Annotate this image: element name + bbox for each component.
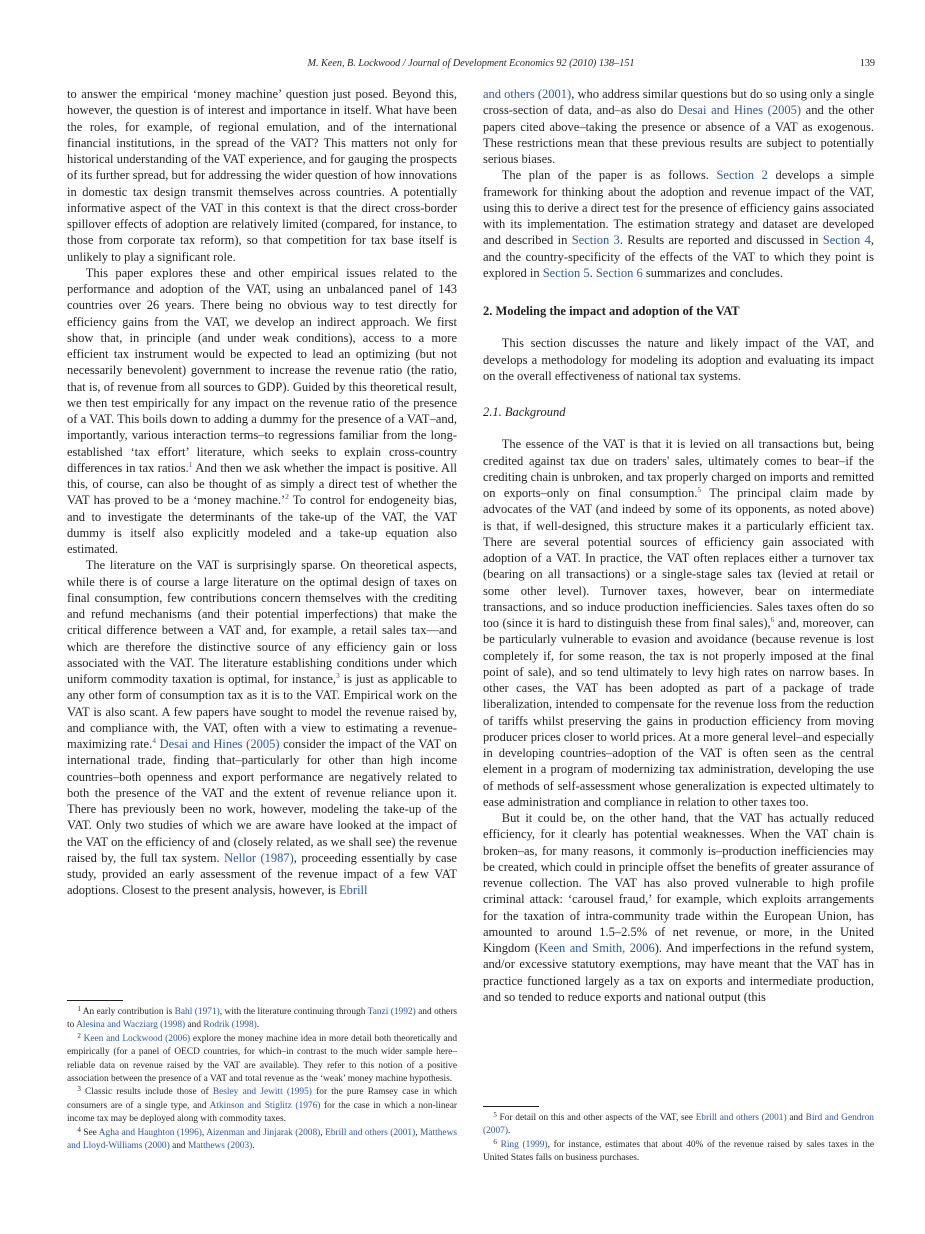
footnote-marker[interactable]: 4: [152, 736, 156, 745]
citation-link[interactable]: Ebrill: [339, 883, 368, 898]
running-header: [67, 58, 875, 72]
citation-link[interactable]: Bahl (1971): [174, 1007, 220, 1017]
citation-link[interactable]: Nellor (1987): [224, 850, 294, 865]
citation-link[interactable]: Aizenman and Jinjarak (2008): [206, 1127, 321, 1138]
citation-link[interactable]: Ebrill and others (2001): [695, 1113, 787, 1123]
paragraph: to answer the empirical ‘money machine’ question just posed. Beyond this, however, the question is of interest and importance in itself. What have been the roles, for example, of regional emulation, and of the international financial institutions, in the spread of the VAT? This matters not only for historical understanding of the VAT experience, and for gauging the prospects of its further spread, but for addressing the wider question of how innovations in domestic tax design transmit themselves across countries. A potentially informative aspect of the VAT in this context is that the direct cross-border spillover effects of adoption are relatively limited (compared, for instance, to those from corporate tax reform), so that competition for tax base itself is unlikely to play a significant role.: [67, 87, 457, 264]
footnotes-right: [483, 1106, 874, 1166]
paragraph: But it could be, on the other hand, that the VAT has actually reduced efficiency, for it clearly has potential weaknesses. When the VAT chain is broken–as, for many reasons, it commonly is–production inefficiencies may be created, which could in principle offset the benefits of greater assurance of revenue collection. The VAT has also proved vulnerable to high profile criminal attack: ‘carousel fraud,’ for example, which exploits arrangements for the taxation of intra-community trade within the European Union, has amounted to around 1.5–2.5% of net revenue, or more, in the United Kingdom (Keen and Smith, 2006). And imperfections in the refund system, and/or excessive statutory exemptions, may have meant that the VAT has in practice functioned largely as a tax on exports and intermediate production, and so tended to reduce exports and national output (this: [483, 811, 874, 1004]
footnote: $^2$ Keen and Lockwood (2006) explore the money machine idea in more detail both theoretically and empirically (for a panel of OECD countries, for which–in contrast to the much wider sample here–reliable data on revenue raised by the VAT are available). They refer to this notion of a positive association between the presence of a VAT and total revenue as the ‘weak’ money machine hypothesis.: [67, 1031, 458, 1085]
section-link[interactable]: Section 5: [542, 265, 590, 280]
citation-link[interactable]: Rodrik (1998): [203, 1020, 257, 1031]
citation-link[interactable]: Ebrill and others (2001): [325, 1127, 416, 1138]
paragraph: The plan of the paper is as follows. Section 2 develops a simple framework for thinking about the adoption and revenue impact of the VAT, using this to derive a direct test for the presence of efficiency gains associated with its implementation. The estimation strategy and dataset are developed and described in Section 3. Results are reported and discussed in Section 4, and the country-specificity of the effects of the VAT to which they point is explored in Section 5. Section 6 summarizes and concludes.: [483, 168, 874, 280]
citation-link[interactable]: Desai and Hines (2005): [677, 103, 801, 118]
citation-link[interactable]: Bird and Gendron (2007): [483, 1113, 874, 1137]
left-column: [67, 86, 457, 899]
section-link[interactable]: Section 3: [571, 233, 620, 248]
section-heading: 2. Modeling the impact and adoption of the VAT: [483, 304, 740, 318]
paragraph: The essence of the VAT is that it is levied on all transactions but, being credited against tax due on traders' sales, ultimately comes to bear–if the crediting chain is unbroken, and tax properly charged on imports and remitted on exports–only on final consumption.$^5$ The principal claim made by advocates of the VAT (and indeed by some of its opponents, as noted above) is that, if well-designed, this structure makes it a particularly efficient tax. There are several potential sources of efficiency gain associated with adoption of a VAT. In practice, the VAT often replaces either a turnover tax (bearing on all transactions) or a single-stage sales tax (levied at retail or some other level). Turnover taxes, however, bear on intermediate transactions, and so induce production inefficiencies. Sales taxes often do so too (since it is hard to distinguish these from final sales),$^6$ and, moreover, can be particularly vulnerable to evasion and avoidance (because revenue is lost completely if, for some reason, the tax is not properly imposed at the final point of sale), and so tend ultimately to levy high rates on narrow bases. In other cases, the VAT has been adopted as part of a package of trade liberalization, intended to compensate for the revenue loss from the reduction of tariffs whilst preserving the gains in production efficiency from moving producer prices closer to world prices. At a more general level–and especially in developing countries–adoption of the VAT is often seen as the central element in a program of modernizing tax administration, developing the use of methods of self-assessment whose generalization is expected ultimately to ease administration and compliance in relation to other taxes too.: [483, 437, 874, 809]
citation-link[interactable]: Ring (1999): [500, 1139, 548, 1150]
footnote-marker[interactable]: 3: [336, 671, 340, 680]
journal-citation: M. Keen, B. Lockwood / Journal of Development Economics 92 (2010) 138–151: [307, 58, 635, 69]
section-link[interactable]: Section 2: [716, 168, 768, 183]
footnote-marker[interactable]: 2: [285, 492, 289, 502]
citation-link[interactable]: Atkinson and Stiglitz (1976): [209, 1100, 321, 1111]
citation-link[interactable]: Matthews (2003): [187, 1141, 253, 1152]
footnote-marker[interactable]: 1: [188, 459, 193, 469]
citation-link[interactable]: Besley and Jewitt (1995): [212, 1087, 312, 1098]
citation-link[interactable]: and others (2001): [483, 87, 572, 101]
paragraph: This paper explores these and other empirical issues related to the performance and adoption of the VAT, using an unbalanced panel of 143 countries over 26 years. There being no obvious way to test directly for efficiency gains from the VAT, we develop an indirect approach. We first show that, in principle (and under weak conditions), access to a more efficient tax instrument would be expected to lead an optimizing (but not necessarily benevolent) government to increase the revenue ratio (the ratio, that is, of revenue from all sources to GDP). Guided by this theoretical result, we then test empirically for any impact on the revenue ratio of the presence of a VAT. This boils down to adding a dummy for the presence of a VAT–and, importantly, various interaction terms–to regressions familiar from the long-established ‘tax effort’ literature, which seeks to explain cross-country differences in tax ratios.$^1$ And then we ask whether the impact is positive. All this, of course, can also be thought of as simply a direct test of whether the VAT has proved to be a ‘money machine.’$^2$ To control for endogeneity bias, and to investigate the determinants of the take-up of the VAT, the VAT dummy is itself also explicitly modeled and a take-up equation also estimated.: [67, 265, 458, 556]
footnotes-left: [67, 1000, 457, 1153]
citation-link[interactable]: Keen and Lockwood (2006): [83, 1033, 191, 1044]
section-link[interactable]: Section 4: [822, 233, 871, 248]
section-link[interactable]: Section 6: [595, 265, 643, 280]
page-number: 139: [859, 58, 875, 69]
footnote: $^6$ Ring (1999), for instance, estimates that about 40% of the revenue raised by sales taxes in the United States falls on business purchases.: [483, 1137, 874, 1164]
footnote-rule: [67, 1000, 123, 1001]
paragraph: This section discusses the nature and likely impact of the VAT, and develops a methodology for modeling its adoption and evaluating its impact on the overall effectiveness of national tax systems.: [483, 336, 874, 383]
footnote: $^3$ Classic results include those of Besley and Jewitt (1995) for the pure Ramsey case in which consumers are of a single type, and Atkinson and Stiglitz (1976) for the case in which a non-linear income tax may be deployed along with commodity taxes.: [67, 1085, 458, 1125]
footnote-marker[interactable]: 5: [697, 485, 702, 494]
citation-link[interactable]: Keen and Smith, 2006: [538, 941, 655, 955]
footnote: $^5$ For detail on this and other aspects of the VAT, see Ebrill and others (2001) and Bird and Gendron (2007).: [483, 1111, 874, 1137]
citation-link[interactable]: Desai and Hines (2005): [159, 737, 280, 751]
footnote: $^4$ See Agha and Haughton (1996), Aizenman and Jinjarak (2008), Ebrill and others (2001), Matthews and Lloyd-Williams (2000) and Matthews (2003).: [67, 1125, 458, 1152]
footnote-marker[interactable]: 6: [770, 615, 775, 624]
citation-link[interactable]: Alesina and Wacziarg (1998): [76, 1020, 186, 1031]
footnote: $^1$ An early contribution is Bahl (1971), with the literature continuing through Tanzi (1992) and others to Alesina and Wacziarg (1998) and Rodrik (1998).: [67, 1005, 457, 1031]
citation-link[interactable]: Matthews and Lloyd-Williams (2000): [67, 1127, 458, 1152]
paragraph: and others (2001), who address similar questions but do so using only a single cross-section of data, and–as also do Desai and Hines (2005) and the other papers cited above–taking the presence or absence of a VAT as exogenous. These restrictions mean that these previous results are subject to potentially serious biases.: [483, 87, 875, 166]
paragraph: The literature on the VAT is surprisingly sparse. On theoretical aspects, while there is of course a large literature on the optimal design of taxes on final consumption, few contributions concern themselves with the crediting and refund mechanisms (and their potential imperfections) that make the critical difference between a VAT and, for example, a retail sales tax—and which are therefore the distinctive source of any efficiency gain or loss associated with the VAT. The literature establishing conditions under which uniform commodity taxation is optimal, for instance,$^3$ is just as applicable to any other form of consumption tax as it is to the VAT. Empirical work on the VAT is also scant. A few papers have sought to model the revenue raised by, and compliance with, the VAT, often with a view to estimating a revenue-maximizing rate.$^4$ Desai and Hines (2005) consider the impact of the VAT on international trade, finding that–particularly for other than high income countries–both openness and export performance are negatively related to both the presence of the VAT and the extent of revenue reliance upon it. There has previously been no work, however, modeling the take-up of the VAT. Only two studies of which we are aware have looked at the impact of the VAT on the efficiency of and (closely related, as we shall see) the revenue raised by, the full tax system. Nellor (1987), proceeding essentially by case study, provided an early assessment of the revenue impact of a few VAT adoptions. Closest to the present analysis, however, is Ebrill: [67, 558, 457, 898]
citation-link[interactable]: Tanzi (1992): [367, 1007, 416, 1017]
right-column: [483, 86, 874, 1005]
footnote-rule: [483, 1106, 539, 1107]
subsection-heading: 2.1. Background: [483, 405, 566, 419]
citation-link[interactable]: Agha and Haughton (1996): [98, 1127, 202, 1138]
